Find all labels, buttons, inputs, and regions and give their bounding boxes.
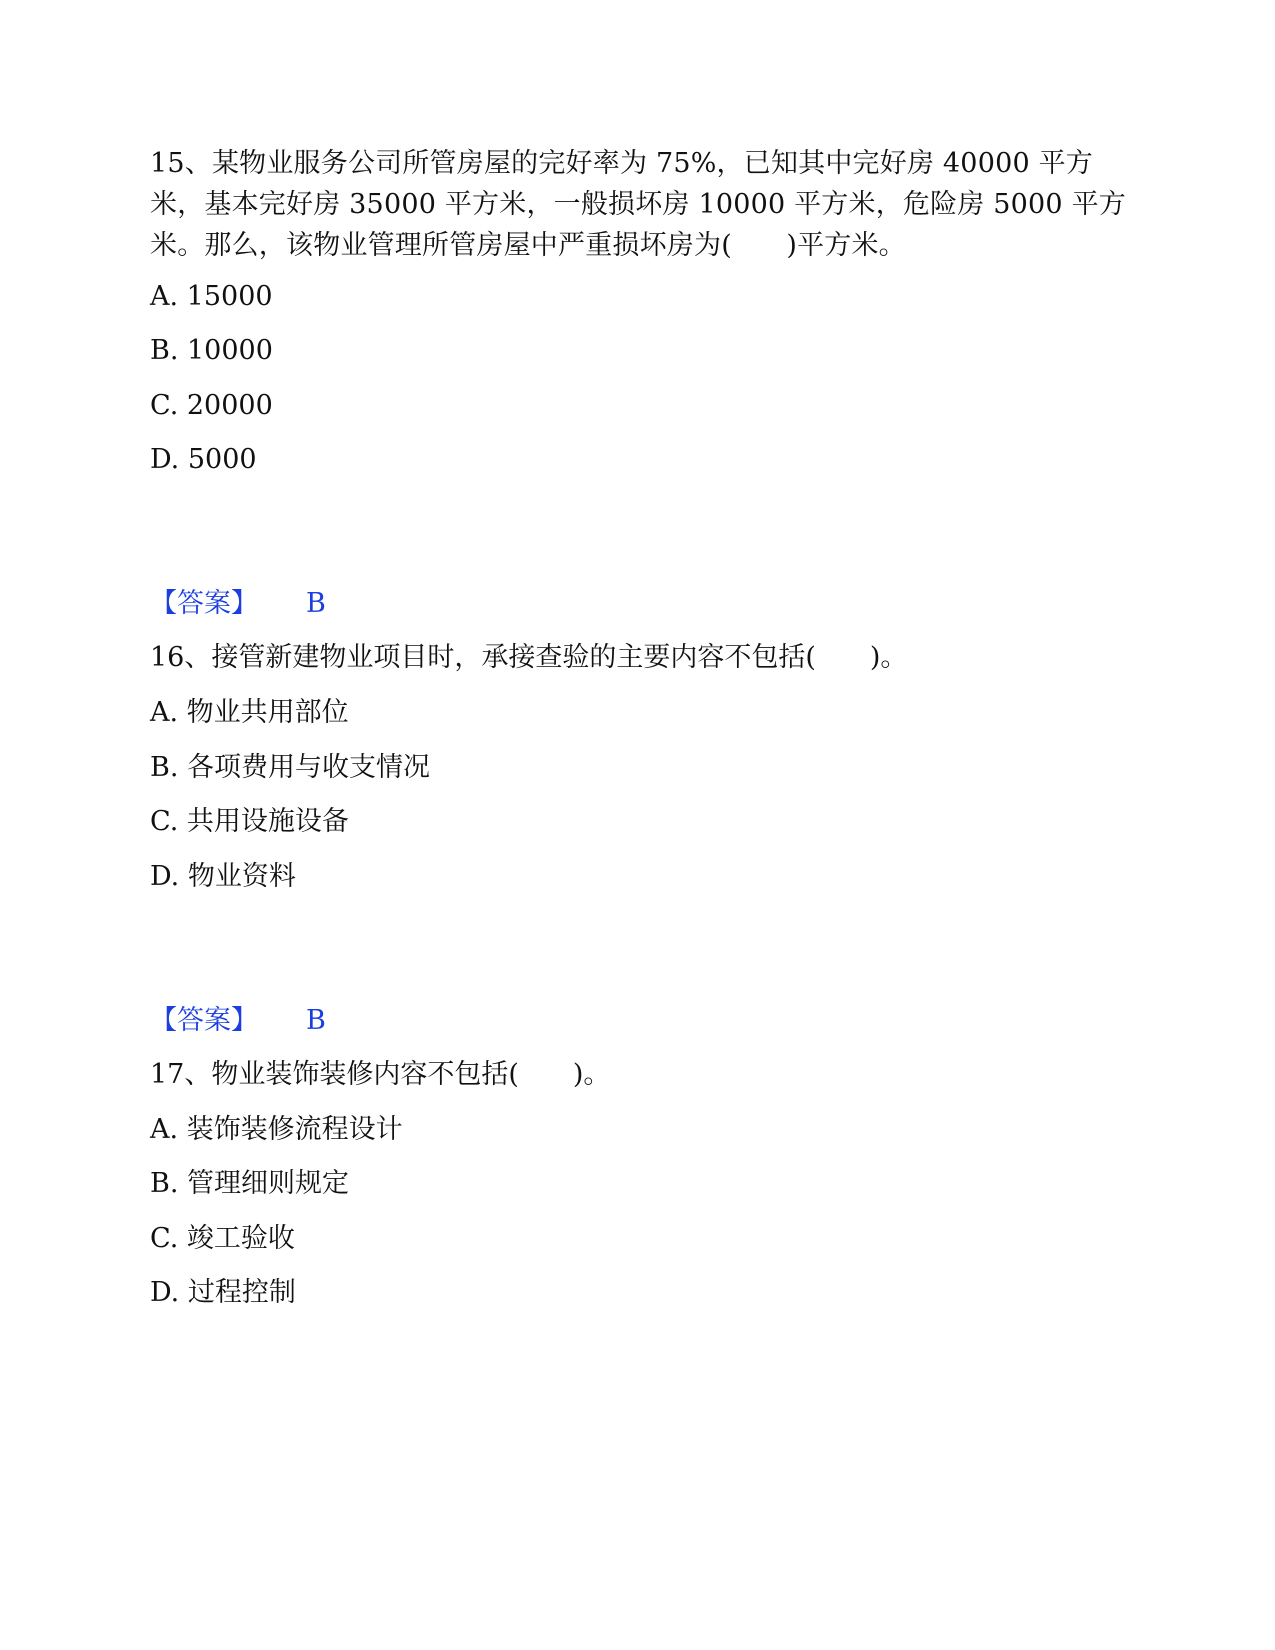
question-15-stem: 15、某物业服务公司所管房屋的完好率为 75%，已知其中完好房 40000 平方米，基本完好房 35000 平方米，一般损坏房 10000 平方米，危险房 5000 平方米。那么，该物业管理所管房屋中严重损坏房为( )平方米。 [150, 148, 1126, 261]
question-15-option-b: B. 10000 [150, 335, 273, 366]
question-16-option-b: B. 各项费用与收支情况 [150, 752, 431, 783]
question-16-option-a: A. 物业共用部位 [150, 697, 349, 728]
question-15-option-c: C. 20000 [150, 390, 273, 421]
question-17-option-d: D. 过程控制 [150, 1277, 296, 1308]
question-17-option-a: A. 装饰装修流程设计 [150, 1114, 403, 1145]
question-16-stem: 16、接管新建物业项目时，承接查验的主要内容不包括( )。 [150, 642, 908, 673]
question-16-answer [150, 1001, 326, 1041]
question-15-answer [150, 584, 326, 624]
answer-label: 【答案】 [150, 588, 258, 619]
question-17-stem: 17、物业装饰装修内容不包括( )。 [150, 1059, 611, 1090]
question-15-option-a: A. 15000 [150, 281, 273, 312]
question-16-option-c: C. 共用设施设备 [150, 806, 349, 837]
question-17-option-c: C. 竣工验收 [150, 1223, 295, 1254]
question-15-option-d: D. 5000 [150, 444, 257, 475]
answer-value: B [306, 1005, 326, 1036]
question-17-option-b: B. 管理细则规定 [150, 1168, 350, 1199]
question-16-option-d: D. 物业资料 [150, 861, 296, 892]
answer-label: 【答案】 [150, 1005, 258, 1036]
answer-value: B [306, 588, 326, 619]
